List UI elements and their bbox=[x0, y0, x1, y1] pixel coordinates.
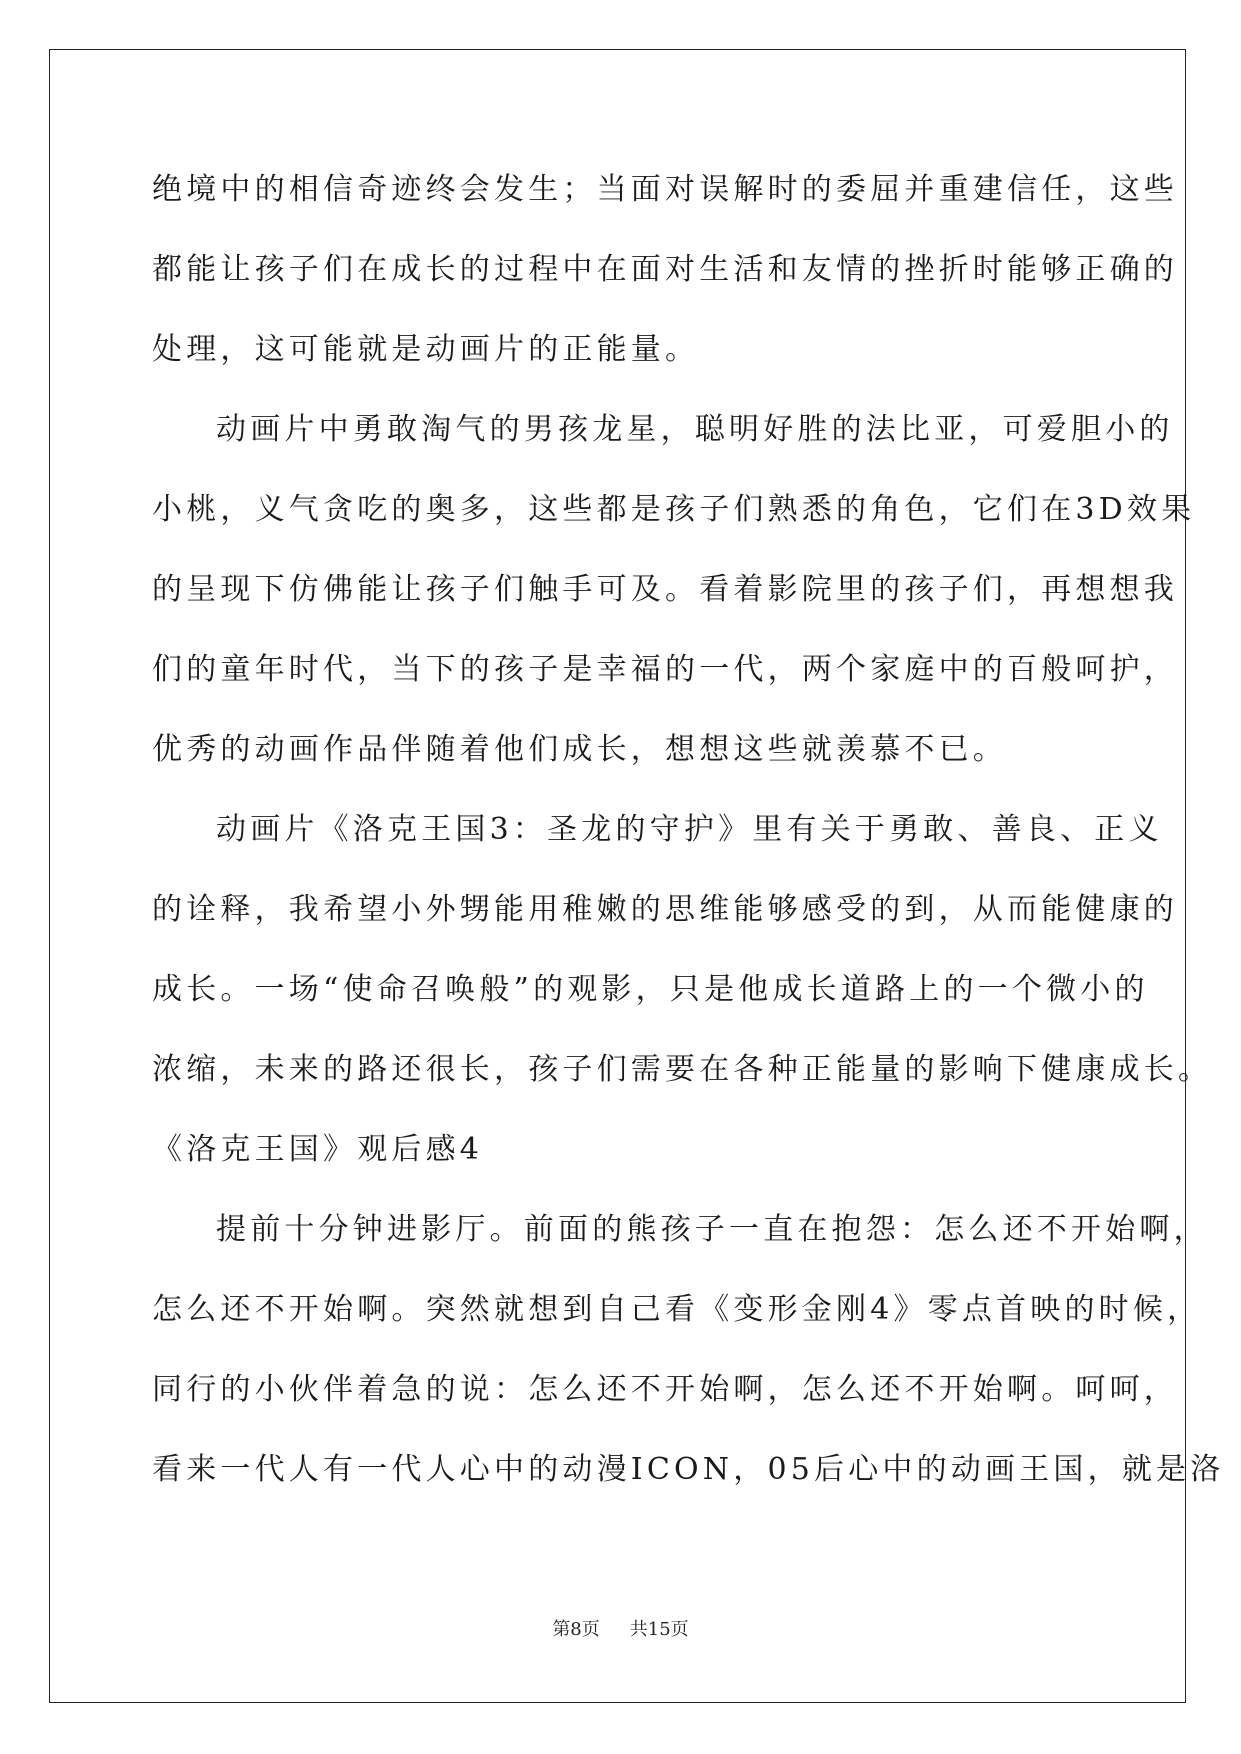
text-line: 看来一代人有一代人心中的动漫ICON，05后心中的动画王国，就是洛 bbox=[152, 1452, 1225, 1487]
text-line: 的呈现下仿佛能让孩子们触手可及。看着影院里的孩子们，再想想我 bbox=[152, 572, 1178, 607]
text-line: 小桃，义气贪吃的奥多，这些都是孩子们熟悉的角色，它们在3D效果 bbox=[152, 492, 1196, 527]
text-line: 都能让孩子们在成长的过程中在面对生活和友情的挫折时能够正确的 bbox=[152, 252, 1178, 287]
text-line: 的诠释，我希望小外甥能用稚嫩的思维能够感受的到，从而能健康的 bbox=[152, 892, 1178, 927]
page-number: 第8页 bbox=[552, 1619, 600, 1640]
text-line: 优秀的动画作品伴随着他们成长，想想这些就羡慕不已。 bbox=[152, 732, 1007, 767]
paragraph-start-line: 动画片中勇敢淘气的男孩龙星，聪明好胜的法比亚，可爱胆小的 bbox=[216, 412, 1174, 447]
page-total: 共15页 bbox=[629, 1619, 689, 1640]
document-body bbox=[152, 162, 1225, 1522]
text-line: 浓缩，未来的路还很长，孩子们需要在各种正能量的影响下健康成长。 bbox=[152, 1052, 1213, 1087]
text-line: 们的童年时代，当下的孩子是幸福的一代，两个家庭中的百般呵护， bbox=[152, 652, 1178, 687]
text-line: 处理，这可能就是动画片的正能量。 bbox=[152, 332, 700, 367]
text-line: 怎么还不开始啊。突然就想到自己看《变形金刚4》零点首映的时候， bbox=[152, 1292, 1202, 1327]
text-line: 绝境中的相信奇迹终会发生；当面对误解时的委屈并重建信任，这些 bbox=[152, 172, 1178, 207]
page-footer bbox=[0, 1615, 1241, 1641]
paragraph-start-line: 提前十分钟进影厅。前面的熊孩子一直在抱怨：怎么还不开始啊， bbox=[216, 1212, 1208, 1247]
text-line: 同行的小伙伴着急的说：怎么还不开始啊，怎么还不开始啊。呵呵， bbox=[152, 1372, 1178, 1407]
text-line: 成长。一场“使命召唤般”的观影，只是他成长道路上的一个微小的 bbox=[152, 972, 1149, 1007]
paragraph-start-line: 动画片《洛克王国3：圣龙的守护》里有关于勇敢、善良、正义 bbox=[216, 812, 1163, 847]
section-heading: 《洛克王国》观后感4 bbox=[152, 1132, 484, 1167]
